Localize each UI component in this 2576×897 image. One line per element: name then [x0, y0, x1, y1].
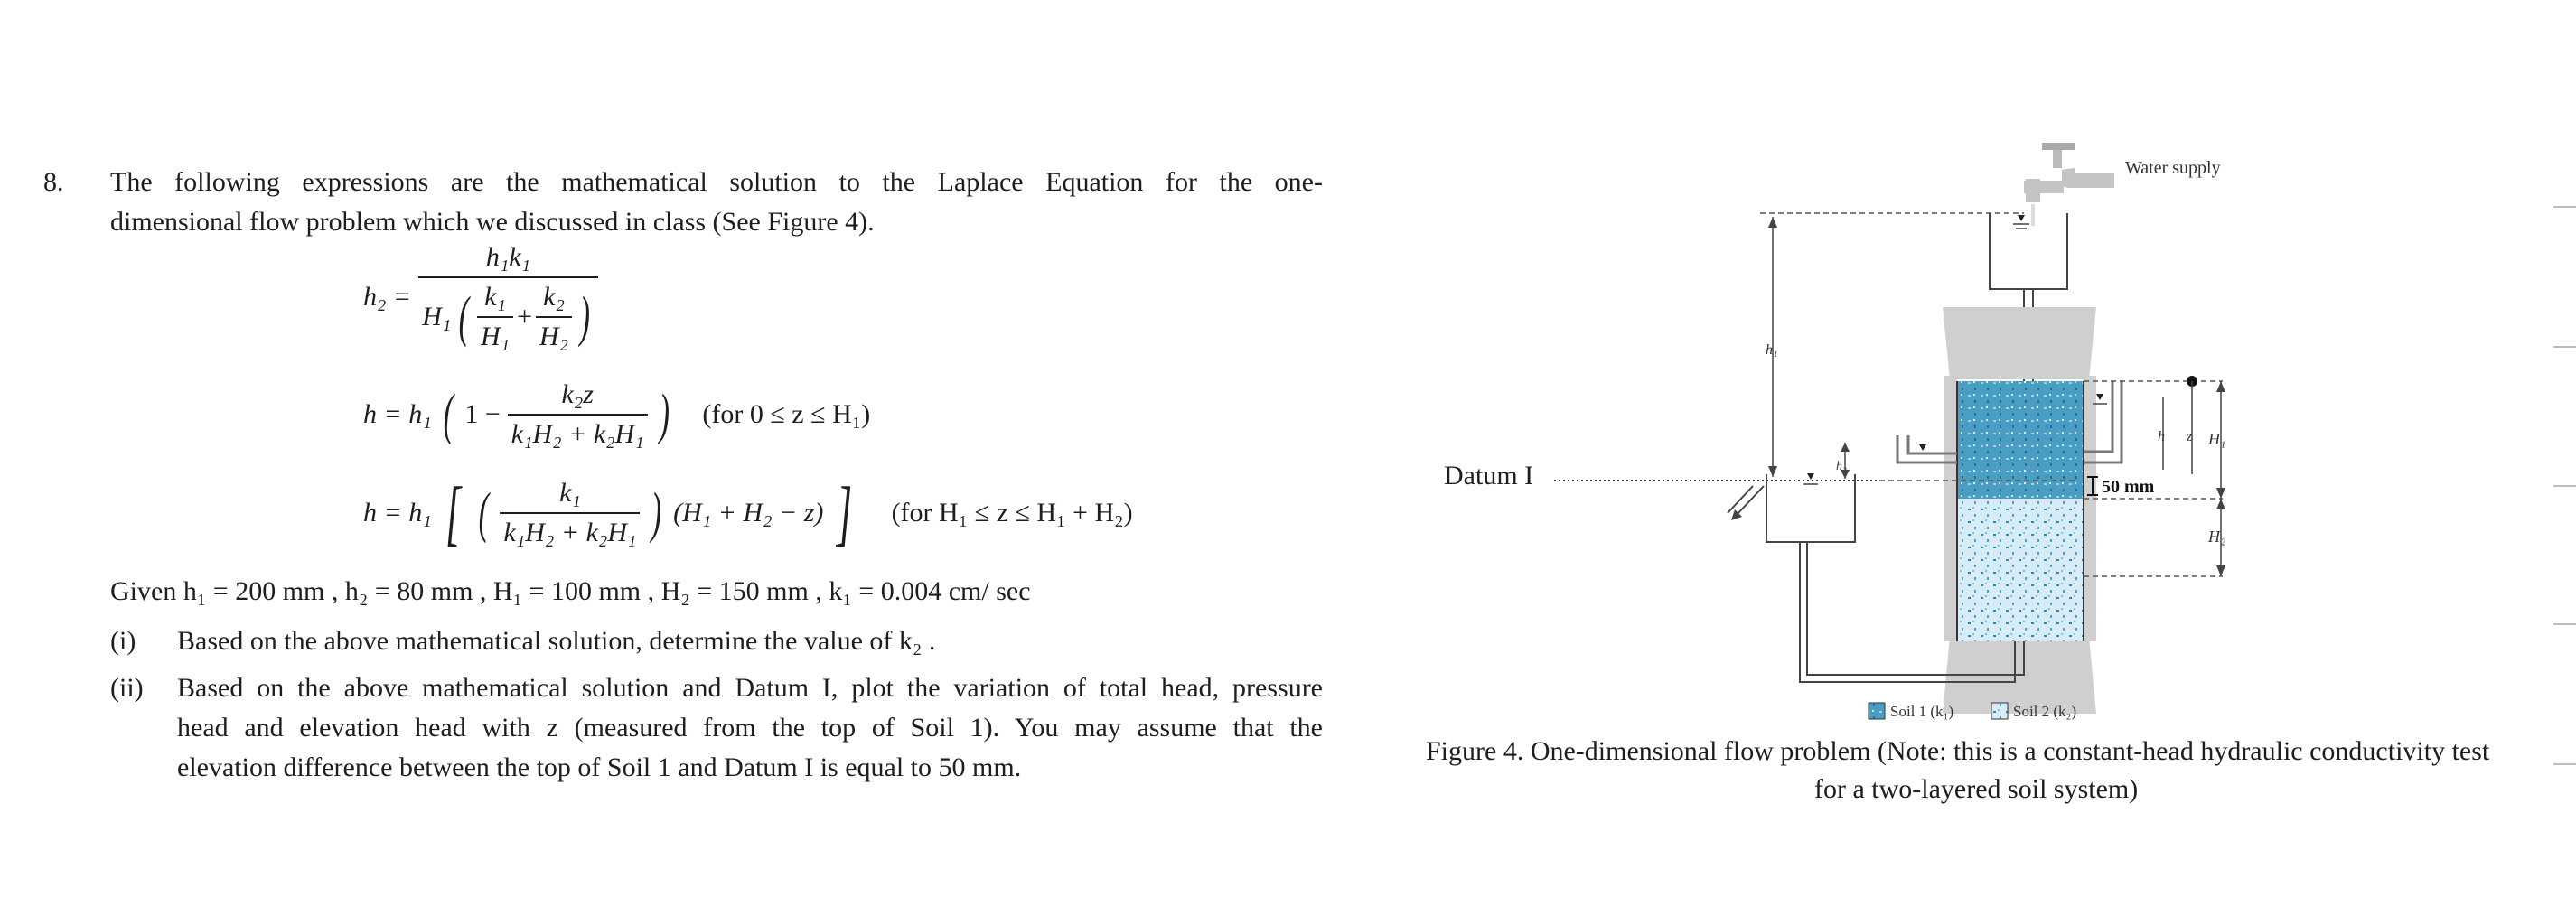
eq2-one-minus: 1 −: [464, 399, 501, 429]
eq3-close-paren: ): [651, 482, 662, 544]
margin-mark: [2553, 346, 2576, 348]
soil-2-layer: [1957, 499, 2084, 641]
outflow-arrows-icon: [1728, 486, 1764, 520]
eq1-open-paren: (: [458, 286, 470, 348]
legend-soil2: Soil 2 (k₂): [2013, 703, 2077, 720]
eq3-open-bracket: [: [445, 473, 461, 553]
legend-soil1-swatch: [1869, 703, 1885, 719]
part-i-label: (i): [110, 626, 136, 656]
label-h2: h₂: [1836, 460, 1847, 473]
label-h1: h₁: [1766, 342, 1778, 358]
eq1-close-paren: ): [579, 286, 591, 348]
eq1-numerator: h₁k₁: [485, 242, 531, 272]
label-H1: H₁: [2208, 430, 2226, 448]
casing-top: [1943, 307, 2096, 379]
eq2-condition: (for 0 ≤ z ≤ H₁): [702, 399, 871, 429]
eq3-numerator: k₁: [559, 478, 581, 508]
eq1-term2-num: k₂: [543, 282, 565, 312]
upper-water-level-icon: [2018, 215, 2025, 221]
margin-mark: [2553, 206, 2576, 208]
equation-2: [363, 379, 870, 450]
intro-line-2: dimensional flow problem which we discussed in class (See Figure 4).: [110, 207, 875, 237]
label-z: z: [2187, 429, 2193, 444]
eq2-open-paren: (: [443, 384, 454, 445]
datum-label: Datum I: [1444, 461, 1534, 491]
margin-mark: [2553, 485, 2576, 487]
part-ii-line-1: Based on the above mathematical solution and Datum I, plot the variation of total head, pressure: [177, 673, 1323, 703]
part-i-text: Based on the above mathematical solution, determine the value of k₂ .: [177, 626, 936, 656]
eq1-plus: +: [517, 302, 532, 332]
equation-1: [363, 242, 598, 352]
equation-3: [363, 473, 1133, 553]
water-supply-label: Water supply: [2125, 158, 2221, 178]
eq2-numerator: k₂z: [561, 379, 594, 409]
eq3-fraction: [500, 478, 640, 548]
figure-caption-line-1: Figure 4. One-dimensional flow problem (Note: this is a constant-head hydraulic conductivity test: [1426, 736, 2490, 766]
eq1-fraction: [418, 242, 598, 352]
given-line: Given h₁ = 200 mm , h₂ = 80 mm , H₁ = 100 mm , H₂ = 150 mm , k₁ = 0.004 cm/ sec: [110, 576, 1031, 606]
eq1-term1: [477, 282, 513, 352]
part-ii-line-2: head and elevation head with z (measured from the top of Soil 1). You may assume that the: [177, 713, 1323, 743]
eq3-close-bracket: ]: [837, 473, 853, 553]
eq1-term2-den: H₂: [536, 316, 572, 352]
eq1-term1-num: k₁: [484, 282, 506, 312]
eq1-term2: [536, 282, 572, 352]
question-number: 8.: [43, 167, 64, 197]
intro-line-1: The following expressions are the mathematical solution to the Laplace Equation for the one-: [110, 167, 1323, 197]
eq2-close-paren: ): [659, 384, 670, 445]
eq3-open-paren: (: [478, 482, 489, 544]
eq2-lhs: h = h₁: [363, 399, 432, 429]
legend-soil2-swatch: [1991, 703, 2008, 719]
part-ii-line-3: elevation difference between the top of Soil 1 and Datum I is equal to 50 mm.: [177, 752, 1022, 782]
annotation-50mm: 50 mm: [2102, 477, 2155, 497]
legend-soil1: Soil 1 (k₁): [1890, 703, 1954, 720]
eq1-den-prefix: H₁: [422, 302, 452, 332]
margin-mark: [2553, 623, 2576, 625]
handwritten-annotation: [2087, 477, 2155, 497]
label-H2: H₂: [2208, 528, 2226, 546]
part-ii-label: (ii): [110, 673, 144, 703]
eq3-lhs: h = h₁: [363, 498, 432, 528]
eq1-lhs: h₂ =: [363, 282, 412, 312]
eq3-factor: (H₁ + H₂ − z): [673, 498, 824, 528]
faucet-icon: [2024, 143, 2114, 226]
label-h: h: [2158, 429, 2165, 444]
eq1-denominator: [418, 276, 598, 352]
figure-4-diagram: [1410, 126, 2313, 741]
eq2-fraction: [508, 379, 648, 450]
eq3-condition: (for H₁ ≤ z ≤ H₁ + H₂): [891, 498, 1133, 528]
eq3-denominator: k₁H₂ + k₂H₁: [500, 512, 640, 548]
eq1-term1-den: H₁: [477, 316, 513, 352]
margin-mark: [2553, 763, 2576, 765]
figure-caption-line-2: for a two-layered soil system): [1814, 774, 2139, 804]
eq2-denominator: k₁H₂ + k₂H₁: [508, 414, 648, 450]
